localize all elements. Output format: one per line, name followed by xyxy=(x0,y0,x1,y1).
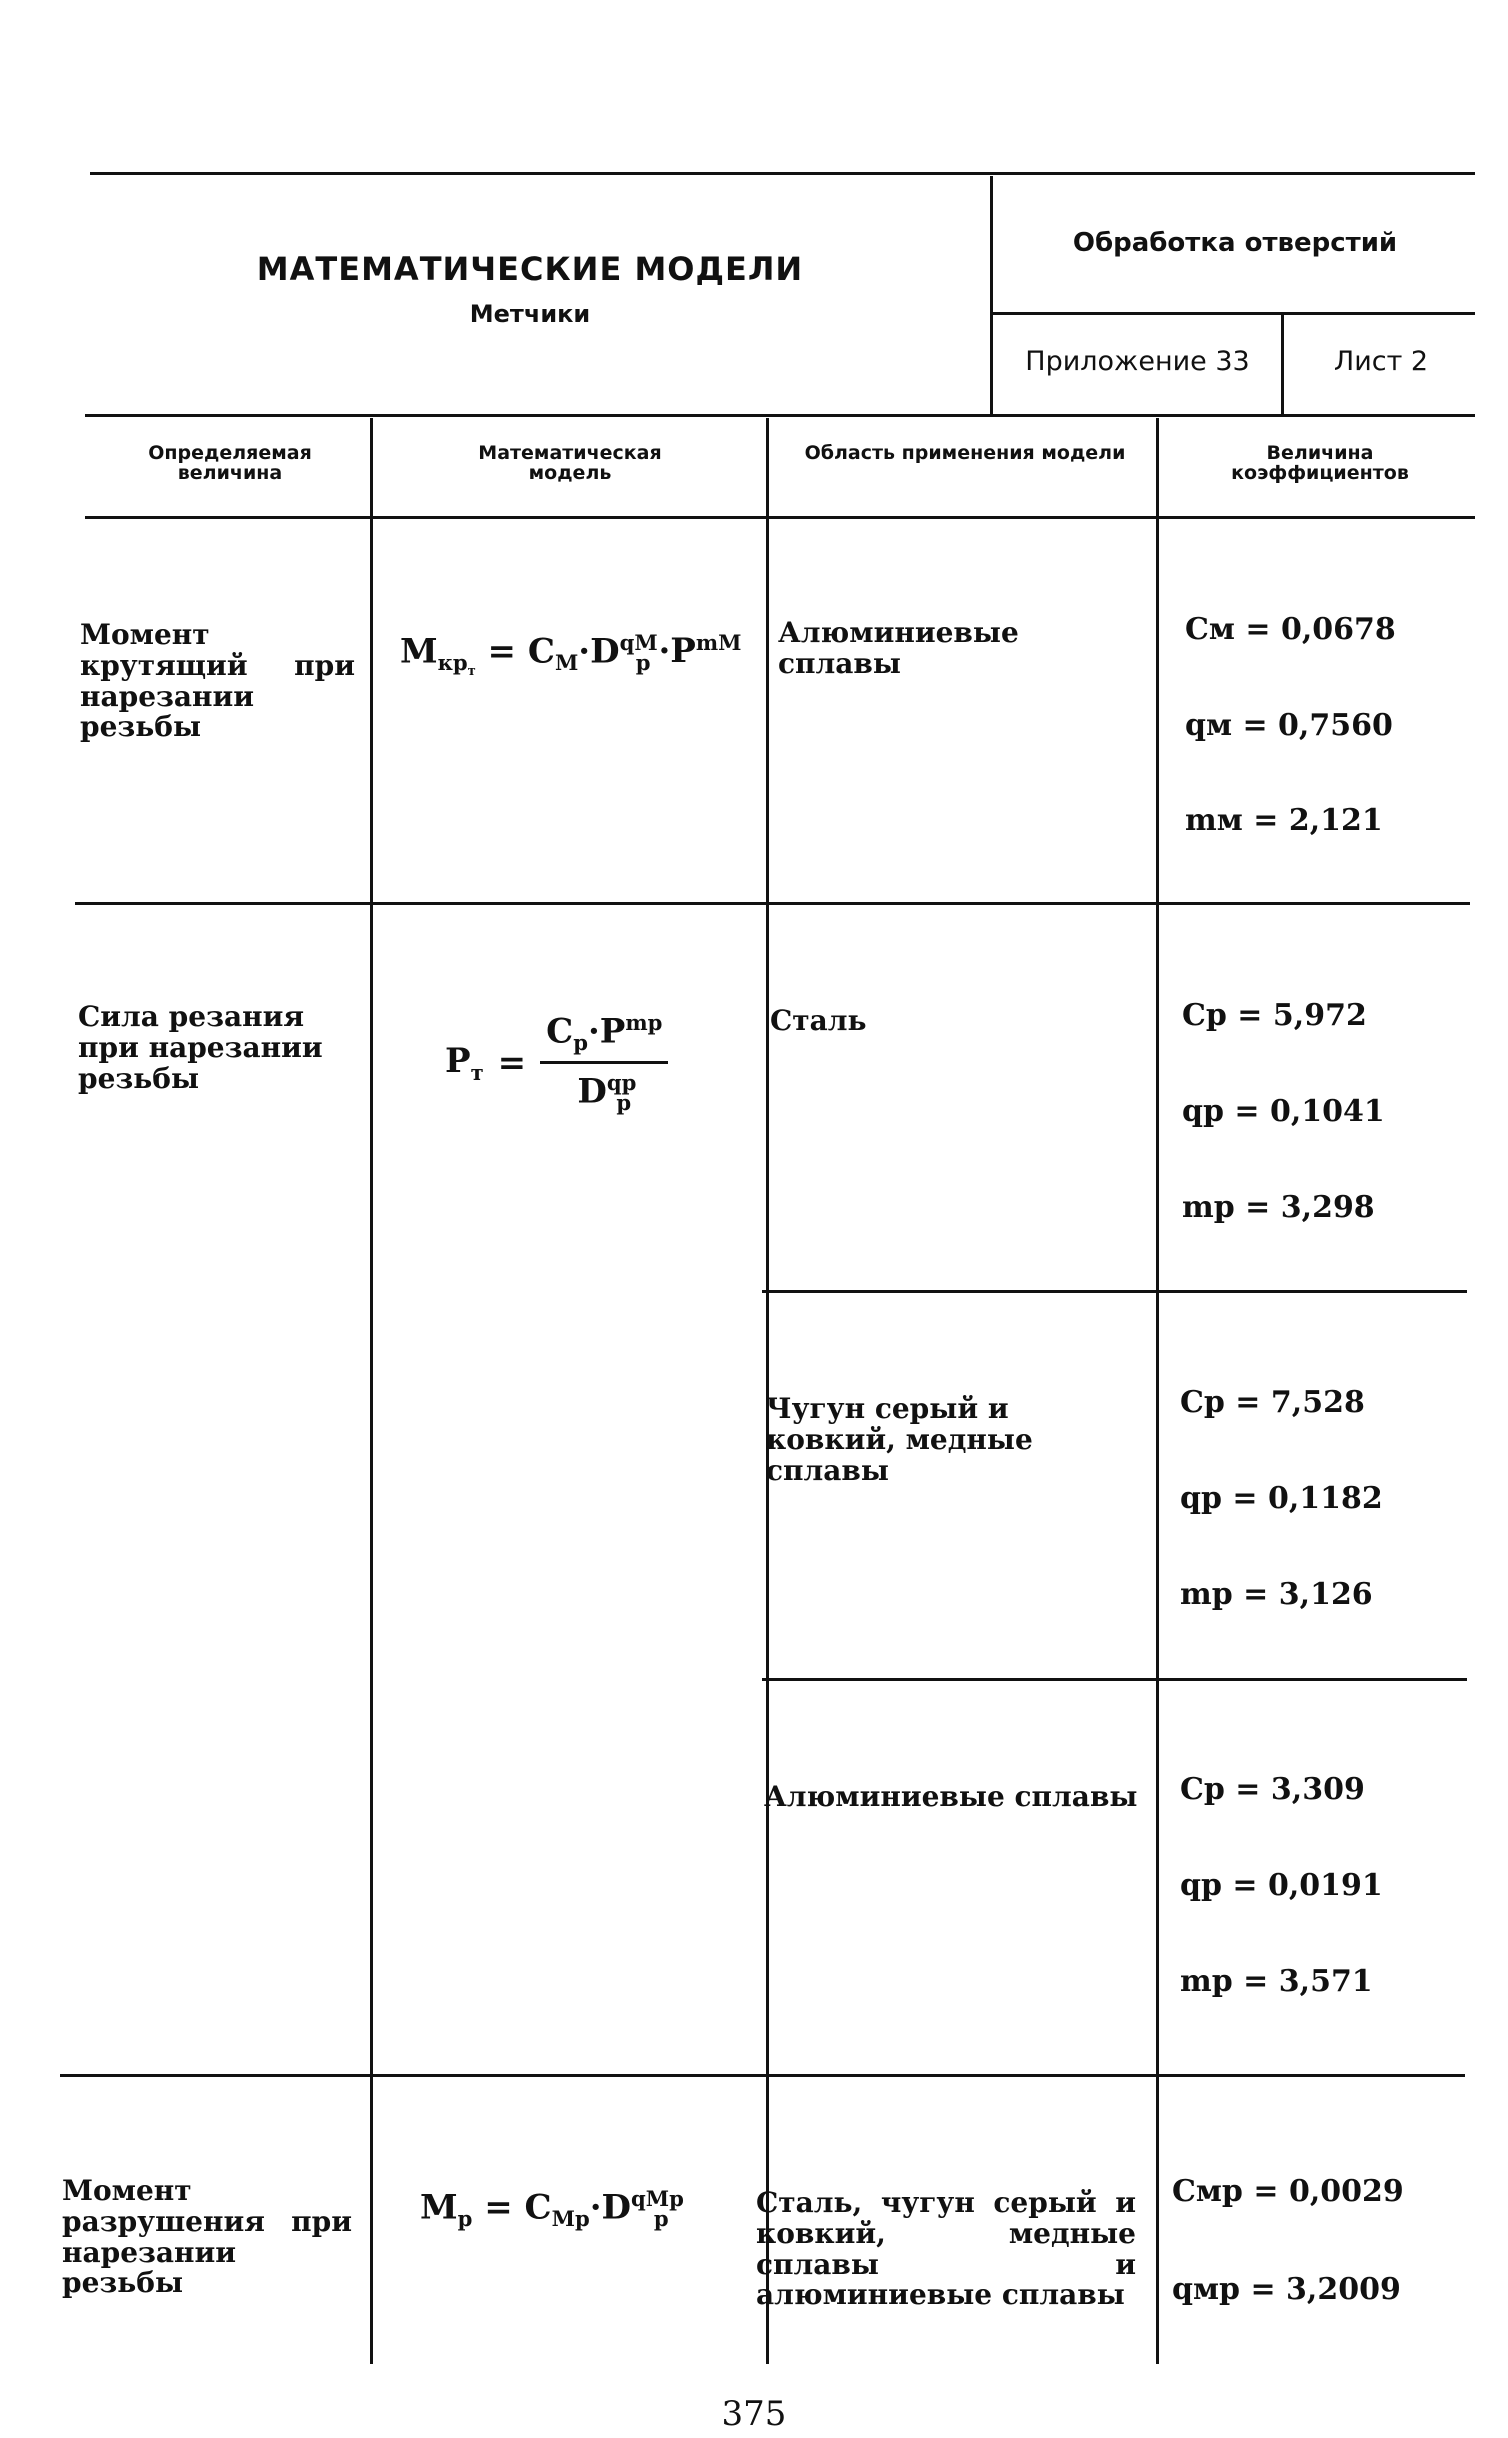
coefficient-value: qм = 0,7560 xyxy=(1185,708,1393,743)
coefficient-value: Cмр = 0,0029 xyxy=(1172,2174,1404,2209)
row2b-bottom-rule xyxy=(762,1678,1467,1681)
coefficient-value: mр = 3,126 xyxy=(1180,1577,1373,1612)
material-cell: Сталь xyxy=(770,1004,867,1037)
coefficient-value: qмр = 3,2009 xyxy=(1172,2272,1401,2307)
appendix-divider xyxy=(1281,314,1284,414)
coefficient-value: Cр = 3,309 xyxy=(1180,1772,1365,1807)
row2a-bottom-rule xyxy=(762,1290,1467,1293)
coefficient-value: Cр = 5,972 xyxy=(1182,998,1367,1033)
material-cell: Алюминиевые сплавы xyxy=(764,1780,1138,1813)
coefficient-value: mр = 3,298 xyxy=(1182,1190,1375,1225)
column-divider-1 xyxy=(370,418,373,2364)
coefficient-value: mр = 3,571 xyxy=(1180,1964,1373,1999)
column-divider-3 xyxy=(1156,418,1159,2364)
material-cell: Алюминиевые сплавы xyxy=(778,616,1019,680)
column-header-coefficients: Величина коэффициентов xyxy=(1231,442,1409,484)
column-header-model: Математическая модель xyxy=(478,442,662,484)
top-rule xyxy=(90,172,1475,175)
quantity-cell: Сила резания при нарезании резьбы xyxy=(78,1000,323,1095)
formula-cutting-force: $P_т$ = $\frac{C_p\cdot P^{mp}}{D^{qp}_p}$ xyxy=(445,1010,668,1115)
page-number: 375 xyxy=(721,2394,787,2434)
coefficient-value: qр = 0,0191 xyxy=(1180,1868,1383,1903)
coefficient-value: Cр = 7,528 xyxy=(1180,1385,1365,1420)
material-cell: Сталь, чугун серый и ковкий, медные сплавы и алюминиевые сплавы xyxy=(756,2186,1136,2312)
page-title: МАТЕМАТИЧЕСКИЕ МОДЕЛИ xyxy=(256,250,804,288)
table-top-rule xyxy=(85,414,1475,417)
header-right-rule xyxy=(990,312,1475,315)
coefficient-value: mм = 2,121 xyxy=(1185,803,1383,838)
formula-breaking-torque: $M_p = C_{Mp}\cdot D^{qMp}_p$ xyxy=(420,2186,684,2232)
quantity-cell: Момент разрушения при нарезании резьбы xyxy=(62,2174,352,2300)
coefficient-value: qр = 0,1041 xyxy=(1182,1094,1385,1129)
material-cell: Чугун серый и ковкий, медные сплавы xyxy=(766,1392,1033,1487)
column-header-rule xyxy=(85,516,1475,519)
sheet-label: Лист 2 xyxy=(1333,346,1429,377)
coefficient-value: qр = 0,1182 xyxy=(1180,1481,1383,1516)
column-header-application: Область применения модели xyxy=(804,442,1126,464)
row1-bottom-rule xyxy=(75,902,1470,905)
category-label: Обработка отверстий xyxy=(1072,228,1398,258)
page-subtitle: Метчики xyxy=(469,300,591,328)
formula-torque: $M_{кр_т} = C_M\cdot D^{qM}_p \cdot P^{mM}$ xyxy=(400,630,742,680)
quantity-cell: Момент крутящий при нарезании резьбы xyxy=(80,618,355,744)
header-divider xyxy=(990,176,993,414)
fraction: $\frac{C_p\cdot P^{mp}}{D^{qp}_p}$ xyxy=(540,1010,668,1115)
appendix-label: Приложение 33 xyxy=(1025,346,1250,377)
coefficient-value: Cм = 0,0678 xyxy=(1185,612,1396,647)
column-header-quantity: Определяемая величина xyxy=(148,442,312,484)
row2-bottom-rule xyxy=(60,2074,1465,2077)
column-divider-2 xyxy=(766,418,769,2364)
